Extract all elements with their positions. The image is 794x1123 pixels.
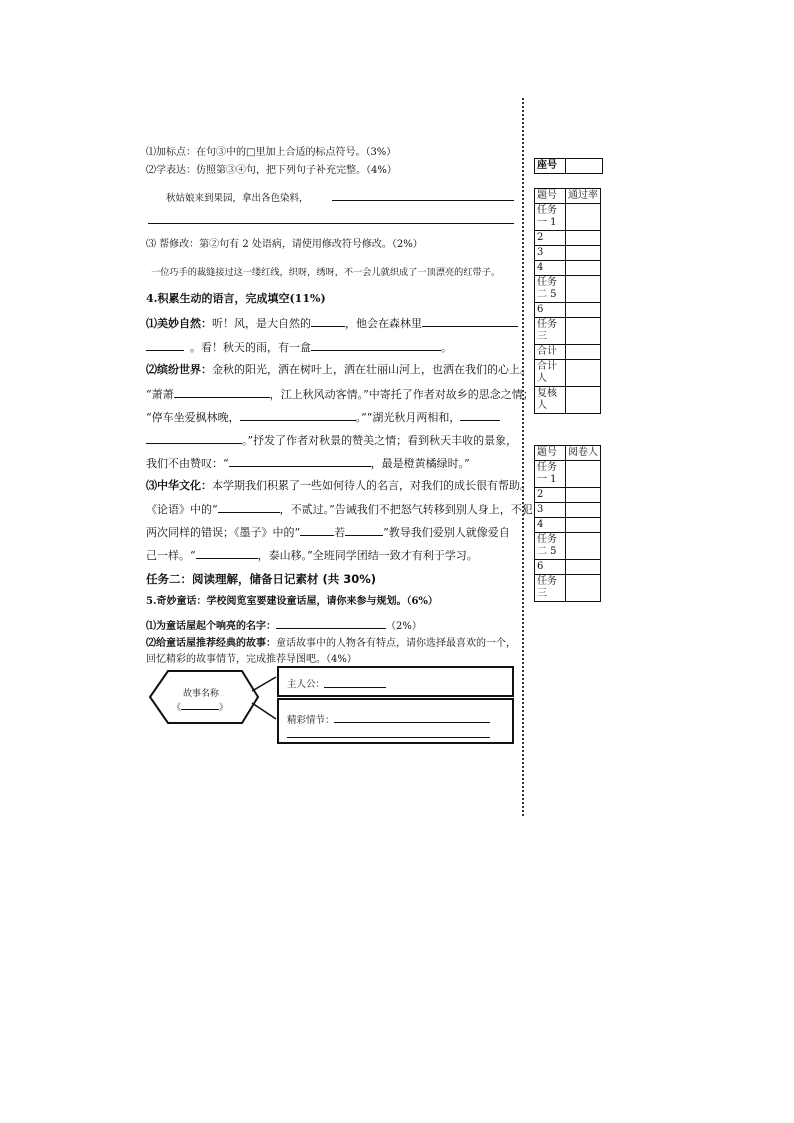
pass-rate-cell[interactable] (566, 345, 601, 360)
row-label: 2 (535, 488, 566, 503)
answer-blank[interactable] (300, 524, 334, 536)
grader-table (534, 445, 601, 602)
row-label: 3 (535, 503, 566, 518)
answer-line[interactable] (334, 722, 490, 723)
answer-blank[interactable] (311, 339, 441, 351)
row-label: 3 (535, 246, 566, 261)
answer-blank[interactable] (229, 455, 371, 467)
answer-line[interactable] (287, 737, 490, 738)
q4-p3-line4: 己一样。“ ，泰山移。”全班同学团结一致才有利于学习。 (146, 549, 478, 562)
q4-p3-line2: 《论语》中的“ ，不贰过。”告诫我们不把怒气转移到别人身上，不犯 (146, 503, 533, 516)
row-label: 任务三 (535, 575, 566, 602)
q5-item2-line2: 回忆精彩的故事情节，完成推荐导图吧。（4%） (146, 654, 357, 665)
grader-cell[interactable] (566, 488, 601, 503)
q3-sentence-fix: 一位巧手的裁缝接过这一缕红线，织呀，绣呀，不一会儿就织成了一顶漂亮的红带子。 (151, 267, 501, 278)
protagonist-label: 主人公： (287, 679, 326, 690)
q4-p2-line4: 。”抒发了作者对秋景的赞美之情；看到秋天丰收的景象， (146, 432, 517, 449)
pass-rate-table (534, 188, 601, 414)
pass-rate-cell[interactable] (566, 231, 601, 246)
answer-blank[interactable] (196, 547, 258, 559)
answer-blank[interactable] (218, 501, 280, 513)
pass-rate-cell[interactable] (566, 303, 601, 318)
q4-p3-line1: ⑶中华文化：本学期我们积累了一些如何待人的名言，对我们的成长很有帮助。 (146, 479, 531, 492)
binding-divider (522, 98, 524, 816)
grader-cell[interactable] (566, 560, 601, 575)
row-label: 任务三 (535, 318, 566, 345)
grader-cell[interactable] (566, 461, 601, 488)
q4-p1-line1: ⑴美妙自然：听！风，是大自然的 ，他会在森林里 (146, 315, 518, 332)
seat-number-cell[interactable] (566, 159, 603, 174)
plot-label: 精彩情节： (287, 715, 335, 726)
answer-blank[interactable] (146, 432, 242, 444)
pass-rate-cell[interactable] (566, 204, 601, 231)
q3-item1: ⑴加标点：在句③中的□里加上合适的标点符号。（3%） (146, 147, 397, 158)
q4-title: 4.积累生动的语言，完成填空(11%) (146, 292, 326, 305)
row-label: 4 (535, 518, 566, 533)
q4-p1-label: ⑴美妙自然： (146, 317, 212, 330)
q4-p2-line3: “停车坐爱枫林晚， 。”“湖光秋月两相和， (146, 409, 500, 426)
q4-p3-line3: 两次同样的错误；《墨子》中的“ 若 ”教导我们爱别人就像爱自 (146, 526, 510, 539)
answer-blank[interactable] (240, 409, 356, 421)
row-label: 2 (535, 231, 566, 246)
story-name-field[interactable]: 《 》 (172, 703, 229, 713)
pass-rate-cell[interactable] (566, 387, 601, 414)
q4-p3-label: ⑶中华文化： (146, 479, 212, 492)
answer-blank[interactable] (276, 617, 386, 629)
header-cell: 阅卷人 (566, 446, 601, 461)
task2-heading: 任务二：阅读理解，储备日记素材 (共 30%) (146, 572, 377, 586)
answer-line[interactable] (324, 687, 386, 688)
answer-line[interactable] (148, 223, 514, 224)
grader-cell[interactable] (566, 503, 601, 518)
answer-line[interactable] (332, 200, 514, 201)
answer-blank[interactable] (311, 315, 345, 327)
q4-p2-line5: 我们不由赞叹：“ ，最是橙黄橘绿时。” (146, 457, 470, 470)
row-label: 任务一 1 (535, 204, 566, 231)
q3-item3: ⑶ 帮修改：第②句有 2 处语病，请使用修改符号修改。（2%） (146, 239, 423, 250)
pass-rate-cell[interactable] (566, 318, 601, 345)
answer-blank[interactable] (460, 409, 500, 421)
story-name-label: 故事名称 (183, 689, 220, 699)
pass-rate-cell[interactable] (566, 261, 601, 276)
q5-item1: ⑴为童话屋起个响亮的名字： （2%） (146, 617, 422, 634)
pass-rate-cell[interactable] (566, 246, 601, 261)
grader-cell[interactable] (566, 575, 601, 602)
answer-blank[interactable] (146, 339, 184, 351)
row-label: 6 (535, 303, 566, 318)
answer-blank[interactable] (174, 386, 270, 398)
plot-box (277, 698, 514, 744)
q3-sentence-start: 秋姑娘来到果园，拿出各色染料， (166, 193, 309, 204)
row-label: 合计人 (535, 360, 566, 387)
connector-line (252, 703, 276, 719)
protagonist-box (277, 666, 514, 697)
row-label: 任务二 5 (535, 276, 566, 303)
row-label: 合计 (535, 345, 566, 360)
connector-line (252, 677, 276, 691)
header-cell: 题号 (535, 446, 566, 461)
answer-blank[interactable] (181, 701, 219, 710)
row-label: 6 (535, 560, 566, 575)
q4-p2-label: ⑵缤纷世界： (146, 363, 212, 376)
pass-rate-cell[interactable] (566, 276, 601, 303)
row-label: 任务二 5 (535, 533, 566, 560)
row-label: 4 (535, 261, 566, 276)
seat-table (534, 158, 603, 174)
grader-cell[interactable] (566, 533, 601, 560)
answer-blank[interactable] (422, 315, 518, 327)
q3-item2: ⑵学表达：仿照第③④句，把下列句子补充完整。（4%） (146, 165, 397, 176)
row-label: 任务一 1 (535, 461, 566, 488)
header-cell: 题号 (535, 189, 566, 204)
answer-blank[interactable] (345, 524, 383, 536)
q4-p2-line1: ⑵缤纷世界：金秋的阳光，洒在树叶上，洒在壮丽山河上，也洒在我们的心上。 (146, 363, 531, 376)
grader-cell[interactable] (566, 518, 601, 533)
pass-rate-cell[interactable] (566, 360, 601, 387)
header-cell: 通过率 (566, 189, 601, 204)
row-label: 复核人 (535, 387, 566, 414)
q5-title: 5.奇妙童话：学校阅览室要建设童话屋，请你来参与规划。（6%） (146, 596, 438, 607)
q4-p2-line2: “萧萧 ，江上秋风动客情。”中寄托了作者对故乡的思念之情； (146, 388, 534, 401)
q4-p1-line2: 。看！秋天的雨，有一盒 。 (146, 339, 452, 356)
seat-label: 座号 (535, 159, 566, 174)
q5-item2: ⑵给童话屋推荐经典的故事：童话故事中的人物各有特点，请你选择最喜欢的一个， (146, 638, 516, 649)
